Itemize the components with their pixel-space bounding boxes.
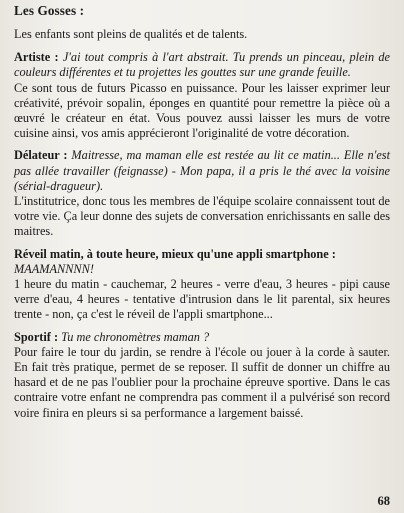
- section-quote: MAAMANNNN!: [14, 261, 94, 276]
- section-heading: Délateur :: [14, 148, 68, 163]
- section-reveil: [14, 247, 390, 323]
- intro-text: Les enfants sont pleins de qualités et de talents.: [14, 27, 248, 41]
- section-heading: Artiste :: [14, 50, 59, 65]
- section-delateur: [14, 148, 390, 239]
- section-quote: J'ai tout compris à l'art abstrait. Tu prends un pinceau, plein de couleurs différentes et tu projettes les gouttes sur une grande feuille.: [14, 50, 390, 80]
- section-quote: Tu me chronomètres maman ?: [58, 329, 210, 344]
- section-heading: Réveil matin, à toute heure, mieux qu'une appli smartphone :: [14, 246, 336, 261]
- section-sportif: [14, 330, 390, 421]
- section-body: Pour faire le tour du jardin, se rendre à l'école ou jouer à la corde à sauter. En fait très pratique, permet de se reposer. Il suffit de donner un chiffre au hasard et de ne pas l'oublier pour la prochaine épreuve sportive. Dans le cas contraire votre enfant ne comprendra pas comment il a pulvérisé son record voire finira en pleurs si sa performance a largement baissé.: [14, 344, 390, 420]
- page-number: 68: [377, 494, 390, 508]
- section-artiste: [14, 50, 390, 141]
- section-body: Ce sont tous de futurs Picasso en puissance. Pour les laisser exprimer leur créativité, prévoir sopalin, éponges en quantité pour remettre la pièce où a œuvré le créateur en état. Vous pouvez aussi laisser les murs de votre cuisine ainsi, vos amis apprécieront l'originalité de votre décoration.: [14, 80, 390, 141]
- section-quote: Maitresse, ma maman elle est restée au lit ce matin... Elle n'est pas allée travailler (feignasse) - Mon papa, il a pris le thé avec la voisine (sérial-dragueur).: [14, 148, 390, 193]
- section-body: L'institutrice, donc tous les membres de l'équipe scolaire connaissent tout de votre vie. Ça leur donne des sujets de conversation enrichissants en salle des maitres.: [14, 194, 390, 239]
- section-heading: Sportif :: [14, 329, 59, 344]
- page-title: Les Gosses :: [14, 3, 85, 18]
- section-body: 1 heure du matin - cauchemar, 2 heures - verre d'eau, 3 heures - pipi cause verre d'eau, 4 heures - tentative d'intrusion dans le lit parental, six heures trente - non, ça c'est le réveil de l'appli smartphone...: [14, 277, 390, 322]
